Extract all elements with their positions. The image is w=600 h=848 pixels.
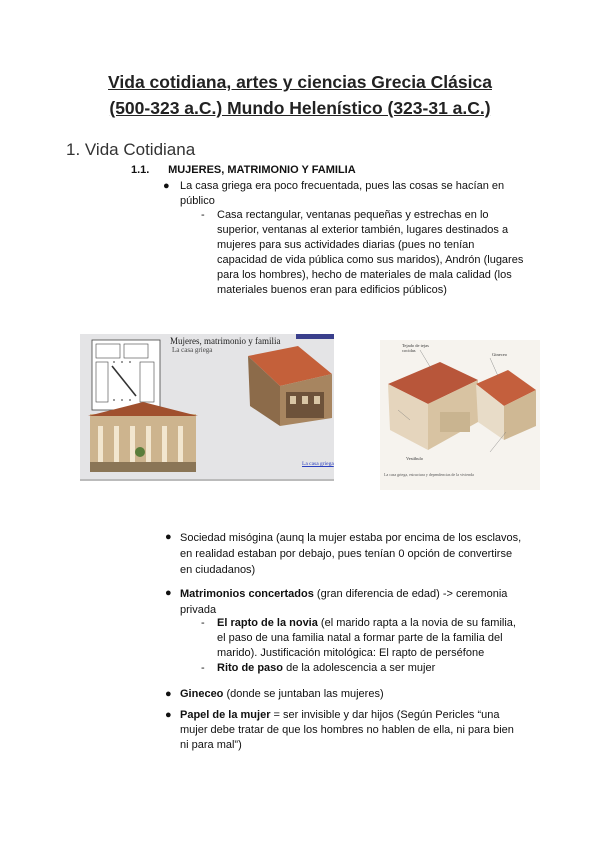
bold-term: Rito de paso (217, 662, 284, 674)
bullet-dot: ● (165, 688, 172, 700)
bullet-line: en realidad estaban por debajo, pues tenían 0 opción de convertirse (180, 548, 513, 560)
dash-line: materiales buenos eran para edificios públicos) (217, 284, 447, 296)
bullet-line: Sociedad misógina (aunq la mujer estaba por encima de los esclavos, (180, 532, 522, 544)
bullet-line: privada (180, 604, 217, 616)
dash-marker: - (201, 209, 205, 221)
bullet-line (180, 708, 514, 723)
dash-rito-paso (217, 661, 435, 676)
subsection-heading (131, 164, 356, 176)
bullet-matrimonios (180, 586, 507, 618)
bullet-sociedad-misogina (180, 530, 521, 578)
slide-caption-subtitle: La casa griega (172, 346, 213, 354)
diagram-caption: La casa griega, estructura y dependencias de la vivienda (384, 472, 474, 477)
bullet-text: = ser invisible y dar hijos (Según Pericles “una (270, 709, 500, 721)
bullet-line (180, 586, 507, 602)
dash-line: superior, ventanas al exterior también, lugares destinados a (217, 224, 509, 236)
dash-text: (el marido rapta a la novia de su familia, (317, 617, 516, 629)
bullet-dot: ● (165, 587, 172, 599)
dash-rapto-novia (217, 616, 516, 661)
bold-term: Matrimonios concertados (180, 588, 314, 600)
subsection-label: MUJERES, MATRIMONIO Y FAMILIA (168, 164, 356, 176)
slide-caption-title: Mujeres, matrimonio y familia (170, 336, 281, 346)
bold-term: Papel de la mujer (180, 709, 271, 721)
house-cutaway-diagram (380, 340, 540, 490)
bullet-dot: ● (163, 180, 170, 192)
dash-marker: - (201, 617, 205, 629)
subsection-number: 1.1. (131, 164, 150, 176)
bullet-line: público (180, 195, 215, 207)
dash-marker: - (201, 662, 205, 674)
house-illustration (380, 340, 540, 490)
bold-term: El rapto de la novia (217, 617, 318, 629)
bullet-line: ni para mal”) (180, 739, 242, 751)
dash-text: de la adolescencia a ser mujer (283, 662, 436, 674)
document-title-line-2: (500-323 a.C.) Mundo Helenístico (323-31 a.C.) (109, 98, 491, 118)
label-gineceo: Gineceo (492, 352, 507, 357)
bullet-gineceo (180, 687, 384, 702)
dash-line: mujeres para sus actividades diarias (pues no tenían (217, 239, 475, 251)
bullet-dot: ● (165, 709, 172, 721)
dash-line: marido). Justificación mitológica: El rapto de perséfone (217, 647, 485, 659)
document-title-line-1: Vida cotidiana, artes y ciencias Grecia Clásica (108, 72, 492, 92)
bullet-dot: ● (165, 531, 172, 543)
label-tejado: Tejado de tejas cocidas (402, 343, 429, 353)
dash-casa-description (217, 208, 523, 298)
label-vestibulo: Vestíbulo (406, 456, 424, 461)
dash-line: para los hombres), hecho de materiales de mala calidad (los (217, 269, 512, 281)
bullet-text: (gran diferencia de edad) -> ceremonia (313, 588, 508, 600)
slide-link[interactable]: La casa griega (302, 461, 334, 467)
slide-image-casa-griega (80, 334, 334, 481)
bullet-line: La casa griega era poco frecuentada, pues las cosas se hacían en (180, 180, 505, 192)
dash-line: Casa rectangular, ventanas pequeñas y estrechas en lo (217, 209, 489, 221)
bullet-papel-mujer (180, 708, 514, 753)
section-heading: 1. Vida Cotidiana (66, 140, 196, 159)
bullet-line: en ciudadanos) (180, 564, 256, 576)
bullet-casa-griega (180, 179, 504, 209)
dash-line: capacidad de vida pública como sus maridos), Andrón (lugares (217, 254, 524, 266)
dash-line (217, 616, 516, 631)
dash-line: el paso de una familia natal a formar parte de la familia del (217, 632, 503, 644)
bullet-text: (donde se juntaban las mujeres) (223, 688, 384, 700)
bullet-line: mujer debe tratar de que los hombres no hablen de ella, ni para bien (180, 724, 514, 736)
slide-illustration (80, 334, 334, 479)
bold-term: Gineceo (180, 688, 224, 700)
